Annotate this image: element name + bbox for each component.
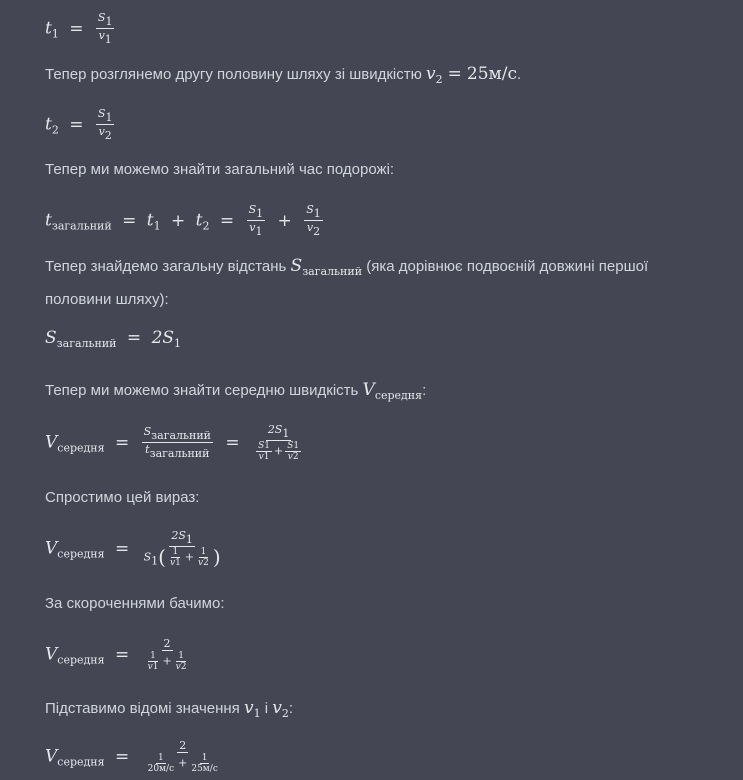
paragraph-second-half: Тепер розглянемо другу половину шляху зі швидкістю $v_2 = 25м/с$. bbox=[45, 64, 522, 86]
paragraph-total-time: Тепер ми можемо знайти загальний час подорожі: bbox=[45, 161, 395, 178]
paragraph-average-speed: Тепер ми можемо знайти середню швидкість $V_{середня}$: bbox=[45, 380, 427, 402]
paragraph-total-distance: Тепер знайдемо загальну відстань $S_{загальний}$ (яка дорівнює подвоєній довжині першої половини шляху): bbox=[45, 256, 649, 308]
paragraph-simplify: Спростимо цей вираз: bbox=[45, 489, 200, 506]
paragraph-reduce: За скороченнями бачимо: bbox=[45, 595, 225, 612]
equation-total-distance: $S_{загальний} = 2S_1$ bbox=[45, 328, 182, 350]
equation-t1: $t_1$ = $\frac{S1}{v1}$ bbox=[45, 11, 113, 46]
equation-average-speed-2: $V_{середня}$ = 2S1 S1( $\frac{1}{v1}$ + $\frac{1}{v2}$ ) bbox=[45, 529, 221, 569]
equation-total-time: $t_{загальний} = t_1 + t_2$ = $\frac{S1}{v1}$ + $\frac{S1}{v2}$ bbox=[45, 203, 321, 238]
equation-t2: $t_2$ = $\frac{S1}{v2}$ bbox=[45, 107, 113, 142]
equation-average-speed-4: $V_{середня}$ = 2 $\frac{1}{20м/с}$ + $\frac{1}{25м/с}$ bbox=[45, 739, 218, 774]
equation-average-speed-3: $V_{середня}$ = 2 $\frac{1}{v1}$ + $\frac{1}{v2}$ bbox=[45, 637, 187, 672]
paragraph-substitute: Підставимо відомі значення $v_1$ і $v_2$: bbox=[45, 698, 294, 720]
equation-average-speed-1: $V_{середня}$ = $\frac{\text{Sзагальний}}{\text{tзагальний}}$ = 2S1 $\frac{S1}{v1}$ + $\frac{S1}{v2}$ bbox=[45, 423, 300, 462]
